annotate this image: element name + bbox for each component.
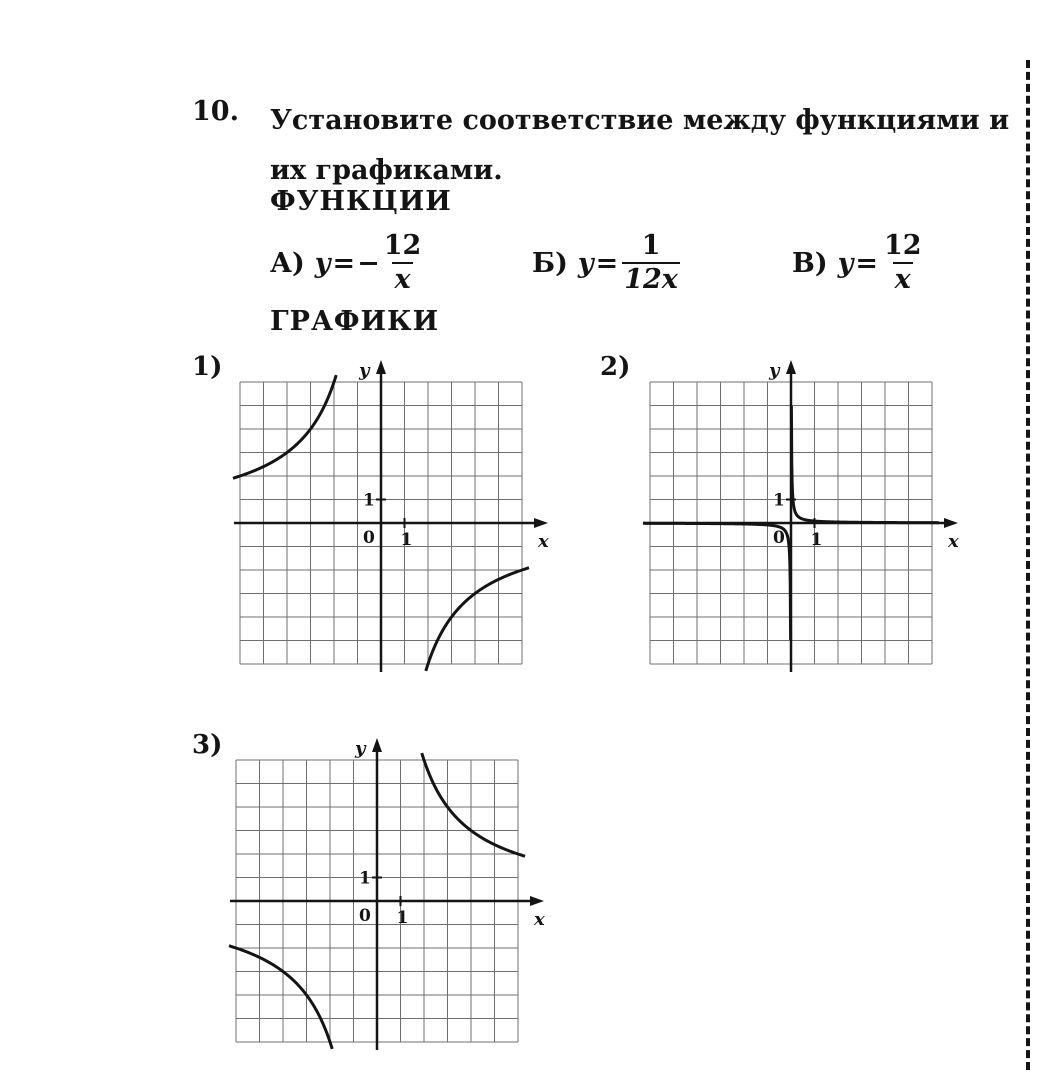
function-letter: Б) bbox=[532, 247, 568, 279]
x-tick-label: 1 bbox=[396, 908, 409, 928]
y-axis-arrow-icon bbox=[786, 360, 796, 374]
origin-label: 0 bbox=[363, 528, 375, 548]
y-axis-arrow-icon bbox=[372, 738, 382, 752]
x-tick-label: 1 bbox=[400, 530, 413, 550]
functions-heading: ФУНКЦИИ bbox=[270, 186, 452, 217]
y-axis-label: y bbox=[769, 360, 780, 381]
graph-2 bbox=[640, 356, 960, 676]
fraction-denominator: 12x bbox=[624, 264, 678, 295]
fraction-denominator: x bbox=[394, 264, 411, 295]
x-axis-label: x bbox=[534, 909, 545, 930]
y-tick-label: 1 bbox=[359, 868, 371, 889]
task-number: 10. bbox=[192, 96, 239, 127]
x-axis-arrow-icon bbox=[534, 518, 548, 528]
graph-1 bbox=[230, 356, 550, 676]
function-sign: − bbox=[357, 247, 380, 279]
y-axis-label: y bbox=[359, 360, 370, 381]
fraction-numerator: 12 bbox=[383, 230, 422, 261]
x-axis-label: x bbox=[538, 531, 549, 552]
graph-label: 3) bbox=[192, 730, 223, 760]
x-axis-arrow-icon bbox=[530, 896, 544, 906]
y-axis-label: y bbox=[355, 738, 366, 759]
function-fraction bbox=[622, 230, 680, 296]
function-equals: = bbox=[332, 247, 356, 279]
curve-branch-left bbox=[229, 946, 332, 1049]
function-equals: = bbox=[855, 247, 878, 279]
function-lhs: y bbox=[837, 247, 854, 279]
x-tick-label: 1 bbox=[810, 530, 823, 550]
x-axis-arrow-icon bbox=[944, 518, 958, 528]
function-c bbox=[792, 228, 924, 298]
y-tick-label: 1 bbox=[363, 490, 375, 511]
fraction-numerator: 12 bbox=[883, 230, 922, 261]
function-fraction bbox=[882, 230, 924, 296]
task-text: Установите соответствие между функциями и их графиками. bbox=[270, 105, 1010, 186]
curve-branch-right bbox=[426, 568, 529, 671]
graph-3 bbox=[226, 734, 546, 1054]
function-fraction bbox=[382, 230, 424, 296]
origin-label: 0 bbox=[773, 528, 785, 548]
origin-label: 0 bbox=[359, 906, 371, 926]
function-b bbox=[532, 228, 680, 298]
function-letter: А) bbox=[270, 247, 305, 279]
curve-branch-left bbox=[643, 523, 791, 640]
curve-branch-right bbox=[791, 406, 939, 523]
curve-branch-left bbox=[233, 375, 336, 478]
graphs-heading: ГРАФИКИ bbox=[270, 306, 440, 337]
y-tick-label: 1 bbox=[773, 490, 785, 511]
x-axis-label: x bbox=[948, 531, 959, 552]
graph-label: 1) bbox=[192, 352, 223, 382]
function-lhs: y bbox=[314, 247, 331, 279]
function-letter: В) bbox=[792, 247, 828, 279]
function-equals: = bbox=[595, 247, 619, 279]
function-a bbox=[270, 228, 423, 298]
fraction-numerator: 1 bbox=[641, 230, 661, 261]
curve-branch-right bbox=[422, 753, 525, 856]
fraction-denominator: x bbox=[894, 264, 911, 295]
y-axis-arrow-icon bbox=[376, 360, 386, 374]
graph-label: 2) bbox=[600, 352, 631, 382]
cut-line bbox=[1026, 60, 1030, 1070]
function-lhs: y bbox=[577, 247, 594, 279]
